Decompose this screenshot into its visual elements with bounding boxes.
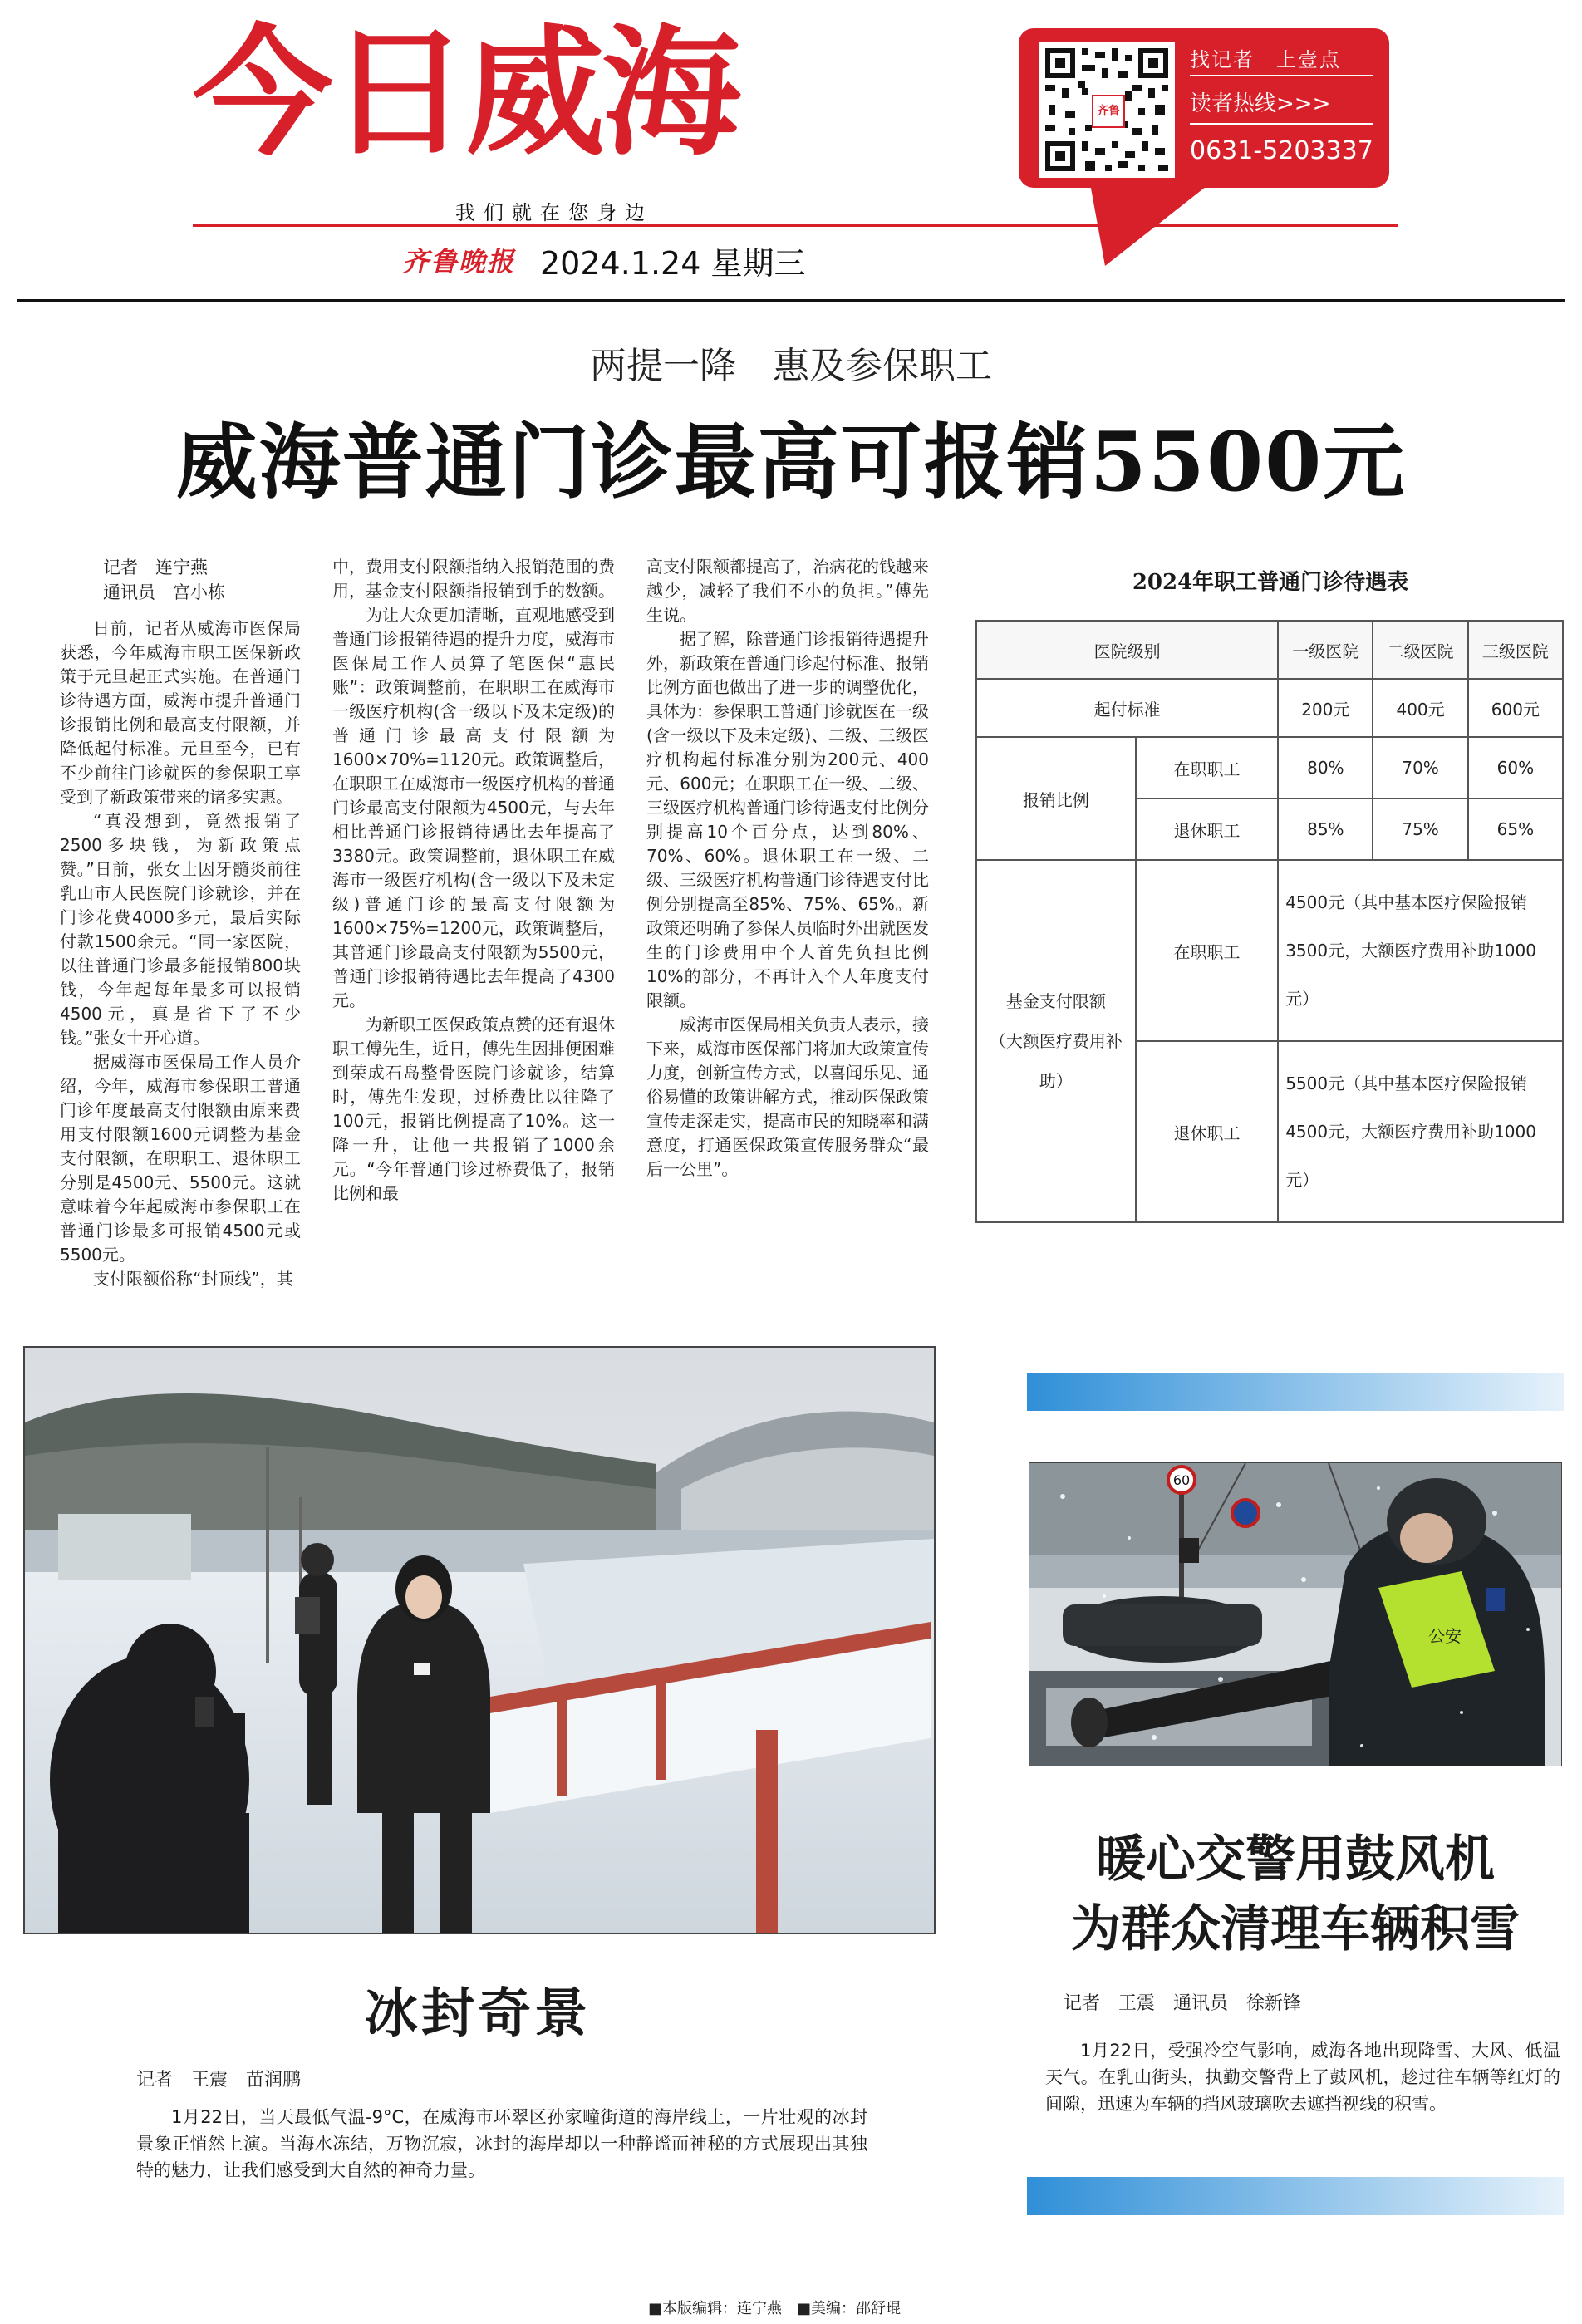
table-cell: 退休职工: [1136, 798, 1278, 860]
lead-column-3: [646, 555, 929, 1182]
table-cell: 在职职工: [1136, 860, 1278, 1041]
table-row: [976, 860, 1563, 1041]
traffic-police-photo: [1029, 1462, 1562, 1766]
traffic-title-line-2: 为群众清理车辆积雪: [1071, 1900, 1520, 1958]
lead-paragraph: 中，费用支付限额指纳入报销范围的费用，基金支付限额指报销到手的数额。: [332, 557, 615, 601]
qr-code-icon[interactable]: [1039, 42, 1175, 178]
frozen-coast-photo: [23, 1346, 936, 1934]
section-accent-bar-bottom: [1027, 2177, 1564, 2215]
table-header-cell: 一级医院: [1278, 621, 1373, 679]
table-cell: 80%: [1278, 737, 1373, 798]
table-cell: 退休职工: [1136, 1041, 1278, 1222]
traffic-feature-title: [1027, 1825, 1564, 1964]
table-cell: 200元: [1278, 679, 1373, 737]
limit-label: 基金支付限额: [1005, 991, 1106, 1011]
lead-byline-correspondent: 通讯员 宫小栋: [103, 582, 225, 602]
speed-sign-text: 60: [1172, 1472, 1191, 1488]
lead-paragraph: 日前，记者从威海市医保局获悉，今年威海市职工医保新政策于元旦起正式实施。在普通门诊待遇方面，威海市提升普通门诊报销比例和最高支付限额，并降低起付标准。元旦至今，已有不少前往门诊就医的参保职工享受到了新政策带来的诸多实惠。: [60, 618, 301, 807]
lead-paragraph: 据威海市医保局工作人员介绍，今年，威海市参保职工普通门诊年度最高支付限额由原来费用支付限额1600元调整为基金支付限额，在职职工、退休职工分别是4500元、5500元。这就意味着今年起威海市参保职工在普通门诊最多可报销4500元或5500元。: [60, 1052, 301, 1265]
table-cell: [976, 860, 1136, 1222]
table-header-cell: 医院级别: [976, 621, 1278, 679]
table-row: [976, 621, 1563, 679]
section-accent-bar: [1027, 1373, 1564, 1411]
hotline-divider: [1190, 75, 1373, 76]
table-header-cell: 二级医院: [1373, 621, 1467, 679]
lead-byline: [60, 555, 301, 605]
lead-kicker: 两提一降 惠及参保职工: [590, 345, 992, 387]
lead-column-2: [332, 555, 615, 1206]
table-header-cell: 三级医院: [1468, 621, 1563, 679]
table-cell: 70%: [1373, 737, 1467, 798]
table-cell: 起付标准: [976, 679, 1278, 737]
table-cell: 400元: [1373, 679, 1467, 737]
policy-table: [975, 620, 1564, 1223]
table-row: [976, 737, 1563, 798]
page-editor-credit: ■本版编辑：连宁燕 ■美编：邵舒琨: [648, 2300, 902, 2317]
lead-paragraph: 高支付限额都提高了，治病花的钱越来越少，减轻了我们不小的负担。”傅先生说。: [646, 557, 929, 625]
lead-paragraph: 据了解，除普通门诊报销待遇提升外，新政策在普通门诊起付标准、报销比例方面也做出了进一步的调整优化，具体为：参保职工普通门诊就医在一级(含一级以下及未定级)、二级、三级医疗机构起付标准分别为200元、400元、600元；在职职工在一级、二级、三级医疗机构普通门诊待遇支付比例分别提高10个百分点，达到80%、70%、60%。退休职工在一级、二级、三级医疗机构普通门诊待遇支付比例分别提高至85%、75%、65%。新政策还明确了参保人员临时外出就医发生的门诊费用中个人首先负担比例10%的部分，不再计入个人年度支付限额。: [646, 629, 929, 1010]
table-cell: 85%: [1278, 798, 1373, 860]
table-cell: 5500元（其中基本医疗保险报销4500元，大额医疗费用补助1000元）: [1278, 1041, 1563, 1222]
traffic-title-line-1: 暖心交警用鼓风机: [1096, 1830, 1495, 1889]
lead-column-1: [60, 555, 301, 1291]
hotline-label: 读者热线>>>: [1190, 91, 1331, 116]
ice-feature-byline: 记者 王震 苗润鹏: [136, 2070, 302, 2091]
issue-date: 2024.1.24 星期三: [540, 245, 806, 282]
masthead-title: 今日威海: [193, 12, 738, 174]
hotline-divider-2: [1190, 123, 1373, 125]
traffic-feature-body: 1月22日，受强冷空气影响，威海各地出现降雪、大风、低温天气。在乳山街头，执勤交警背上了鼓风机，趁过往车辆等红灯的间隙，迅速为车辆的挡风玻璃吹去遮挡视线的积雪。: [1045, 2041, 1560, 2114]
newspaper-brand: 齐鲁晚报: [402, 246, 516, 278]
table-cell: 4500元（其中基本医疗保险报销3500元，大额医疗费用补助1000元）: [1278, 860, 1563, 1041]
masthead-slogan: 我们就在您身边: [455, 201, 653, 224]
lead-paragraph: 为让大众更加清晰，直观地感受到普通门诊报销待遇的提升力度，威海市医保局工作人员算了笔医保“惠民账”：政策调整前，在职职工在威海市一级医疗机构(含一级以下及未定级)的普通门诊最高支付限额为1600×70%=1120元。政策调整后，在职职工在威海市一级医疗机构的普通门诊最高支付限额为4500元，与去年相比普通门诊报销待遇比去年提高了3380元。政策调整前，退休职工在威海市一级医疗机构(含一级以下及未定级)普通门诊的最高支付限额为1600×75%=1200元，政策调整后，其普通门诊最高支付限额为5500元，普通门诊报销待遇比去年提高了4300元。: [332, 605, 615, 1010]
table-cell: 600元: [1468, 679, 1563, 737]
header-rule: [17, 299, 1565, 302]
qr-center-logo: 齐鲁: [1092, 95, 1125, 128]
police-vest-text: 公安: [1428, 1626, 1462, 1646]
table-cell: 报销比例: [976, 737, 1136, 860]
table-cell: 在职职工: [1136, 737, 1278, 798]
limit-sublabel: （大额医疗费用补助）: [989, 1031, 1123, 1091]
ice-feature-body: 1月22日，当天最低气温-9°C，在威海市环翠区孙家疃街道的海岸线上，一片壮观的冰封景象正悄然上演。当海水冻结，万物沉寂，冰封的海岸却以一种静谧而神秘的方式展现出其独特的魅力，让我们感受到大自然的神奇力量。: [136, 2107, 867, 2180]
lead-paragraph: “真没想到，竟然报销了2500多块钱，为新政策点赞。”日前，张女士因牙髓炎前往乳山市人民医院门诊就诊，并在门诊花费4000多元，最后实际付款1500余元。“同一家医院，以往普通门诊最多能报销800块钱，今年起每年最多可以报销4500元，真是省下了不少钱。”张女士开心道。: [60, 811, 301, 1048]
lead-headline: 威海普通门诊最高可报销5500元: [175, 415, 1407, 510]
ice-feature-title: 冰封奇景: [365, 1983, 591, 2045]
table-cell: 65%: [1468, 798, 1563, 860]
table-row: [976, 679, 1563, 737]
lead-paragraph: 为新职工医保政策点赞的还有退休职工傅先生，近日，傅先生因排便困难到荣成石岛整骨医院门诊就诊，结算时，傅先生发现，过桥费比以往降了100元，报销比例提高了10%。这一降一升，让他一共报销了1000余元。“今年普通门诊过桥费低了，报销比例和最: [332, 1015, 615, 1203]
lead-paragraph: 威海市医保局相关负责人表示，接下来，威海市医保部门将加大政策宣传力度，创新宣传方式，以喜闻乐见、通俗易懂的政策讲解方式，推动医保政策宣传走深走实，提高市民的知晓率和满意度，打通医保政策宣传服务群众“最后一公里”。: [646, 1015, 929, 1179]
table-cell: 60%: [1468, 737, 1563, 798]
table-cell: 75%: [1373, 798, 1467, 860]
policy-table-title: 2024年职工普通门诊待遇表: [1132, 570, 1409, 595]
traffic-feature-byline: 记者 王震 通讯员 徐新锋: [1064, 1993, 1302, 2014]
lead-byline-reporter: 记者 连宁燕: [103, 558, 208, 577]
hotline-number[interactable]: 0631-5203337: [1190, 136, 1373, 165]
hotline-speech-tail: [1080, 174, 1263, 274]
hotline-slogan: 找记者 上壹点: [1190, 48, 1341, 71]
lead-paragraph: 支付限额俗称“封顶线”，其: [93, 1269, 293, 1289]
